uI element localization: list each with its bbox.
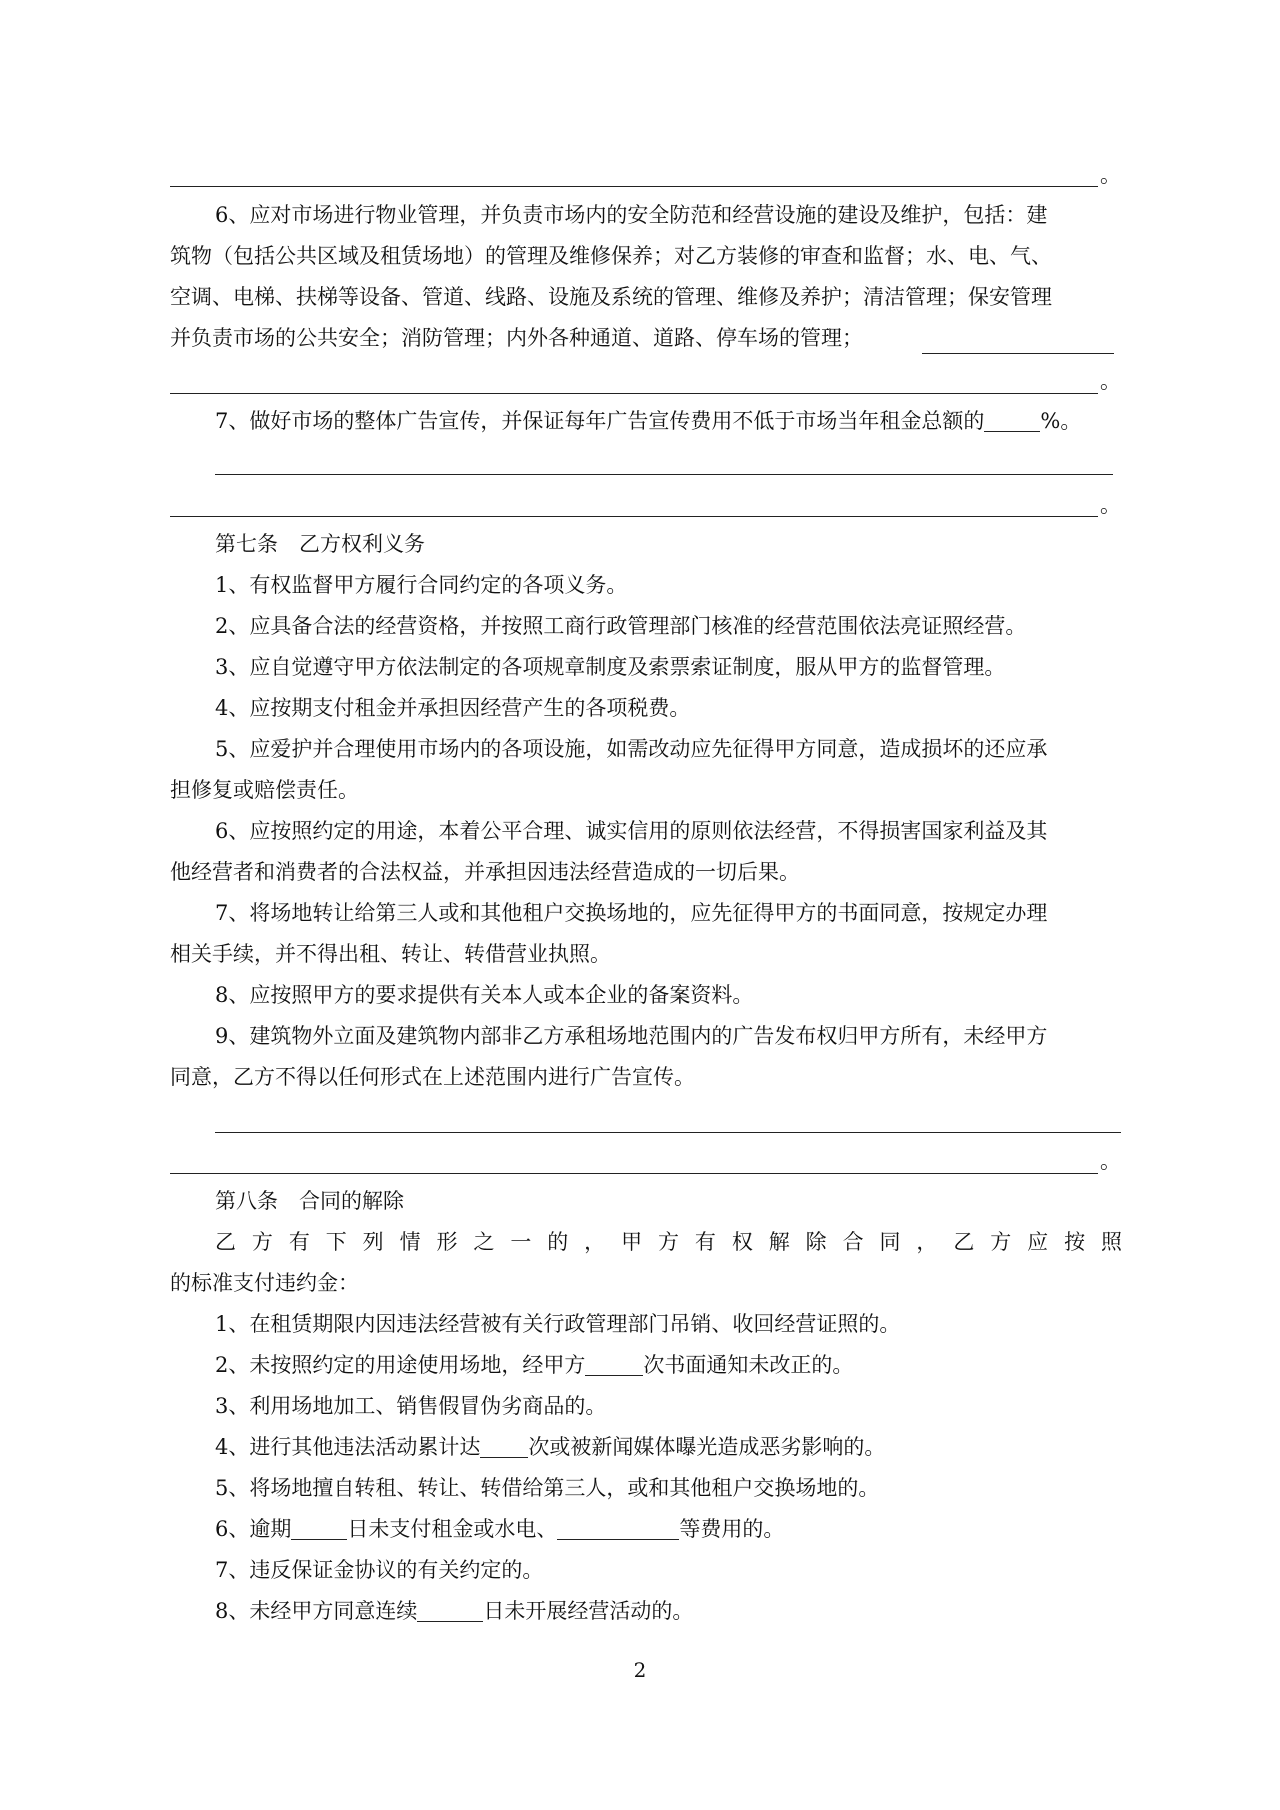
article8-intro-line2: 的标准支付违约金： [170,1271,359,1295]
article8-heading: 第八条 合同的解除 [215,1189,404,1213]
article7-heading: 第七条 乙方权利义务 [215,532,425,556]
article7-item3: 3、应自觉遵守甲方依法制定的各项规章制度及索票索证制度，服从甲方的监督管理。 [215,655,1006,679]
item6-line2: 筑物（包括公共区域及租赁场地）的管理及维修保养；对乙方装修的审查和监督；水、电、气、 [170,244,1052,268]
days-blank [291,1517,347,1540]
article7-item9-line1: 9、建筑物外立面及建筑物内部非乙方承租场地范围内的广告发布权归甲方所有，未经甲方 [215,1024,1048,1048]
article8-item7: 7、违反保证金协议的有关约定的。 [215,1558,544,1582]
count-blank [585,1353,643,1376]
article8-item5: 5、将场地擅自转租、转让、转借给第三人，或和其他租户交换场地的。 [215,1476,880,1500]
fill-line [170,393,1098,394]
fill-line [170,1173,1098,1174]
item8-text-end: 日未开展经营活动的。 [483,1599,694,1623]
item7-line [215,406,1081,436]
item2-text-end: 次书面通知未改正的。 [643,1353,854,1377]
period: 。 [1100,1149,1121,1173]
article7-item5-line2: 担修复或赔偿责任。 [170,778,359,802]
period: 。 [1100,163,1121,187]
article8-intro-line1: 乙方有下列情形之一的，甲方有权解除合同，乙方应按照 [215,1230,1122,1254]
fee-blank [557,1517,679,1540]
item8-text: 8、未经甲方同意连续 [215,1599,418,1623]
article7-item2: 2、应具备合法的经营资格，并按照工商行政管理部门核准的经营范围依法亮证照经营。 [215,614,1027,638]
page-number: 2 [633,1658,647,1682]
article8-item6 [215,1514,784,1544]
article8-item1: 1、在租赁期限内因违法经营被有关行政管理部门吊销、收回经营证照的。 [215,1312,901,1336]
item7-text: 7、做好市场的整体广告宣传，并保证每年广告宣传费用不低于市场当年租金总额的 [215,409,985,433]
article7-item7-line1: 7、将场地转让给第三人或和其他租户交换场地的，应先征得甲方的书面同意，按规定办理 [215,901,1048,925]
days-blank [417,1599,483,1622]
item4-text: 4、进行其他违法活动累计达 [215,1435,481,1459]
item6-line4: 并负责市场的公共安全；消防管理；内外各种通道、道路、停车场的管理； [170,326,863,350]
fill-line [170,186,1098,187]
fill-line [215,1132,1121,1133]
period: 。 [1100,493,1121,517]
article8-item4 [215,1432,885,1462]
item6-line3: 空调、电梯、扶梯等设备、管道、线路、设施及系统的管理、维修及养护；清洁管理；保安管理 [170,285,1052,309]
article8-item2 [215,1350,853,1380]
percent-blank [984,409,1040,432]
article7-item6-line1: 6、应按照约定的用途，本着公平合理、诚实信用的原则依法经营，不得损害国家利益及其 [215,819,1048,843]
period: 。 [1100,369,1121,393]
count-blank [480,1435,528,1458]
article7-item8: 8、应按照甲方的要求提供有关本人或本企业的备案资料。 [215,983,754,1007]
item6-text-mid: 日未支付租金或水电、 [347,1517,558,1541]
article7-item6-line2: 他经营者和消费者的合法权益，并承担因违法经营造成的一切后果。 [170,860,800,884]
article8-item3: 3、利用场地加工、销售假冒伪劣商品的。 [215,1394,607,1418]
fill-line [170,516,1098,517]
fill-line [922,353,1114,354]
article7-item7-line2: 相关手续，并不得出租、转让、转借营业执照。 [170,942,611,966]
item6-text: 6、逾期 [215,1517,292,1541]
article7-item9-line2: 同意，乙方不得以任何形式在上述范围内进行广告宣传。 [170,1065,695,1089]
article7-item4: 4、应按期支付租金并承担因经营产生的各项税费。 [215,696,691,720]
fill-line [215,474,1113,475]
item6-text-end: 等费用的。 [679,1517,785,1541]
article8-item8 [215,1596,693,1626]
percent-suffix: %。 [1040,409,1082,433]
article7-item1: 1、有权监督甲方履行合同约定的各项义务。 [215,573,628,597]
item2-text: 2、未按照约定的用途使用场地，经甲方 [215,1353,586,1377]
item6-line1: 6、应对市场进行物业管理，并负责市场内的安全防范和经营设施的建设及维护，包括：建 [215,203,1048,227]
item4-text-end: 次或被新闻媒体曝光造成恶劣影响的。 [528,1435,886,1459]
article7-item5-line1: 5、应爱护并合理使用市场内的各项设施，如需改动应先征得甲方同意，造成损坏的还应承 [215,737,1048,761]
